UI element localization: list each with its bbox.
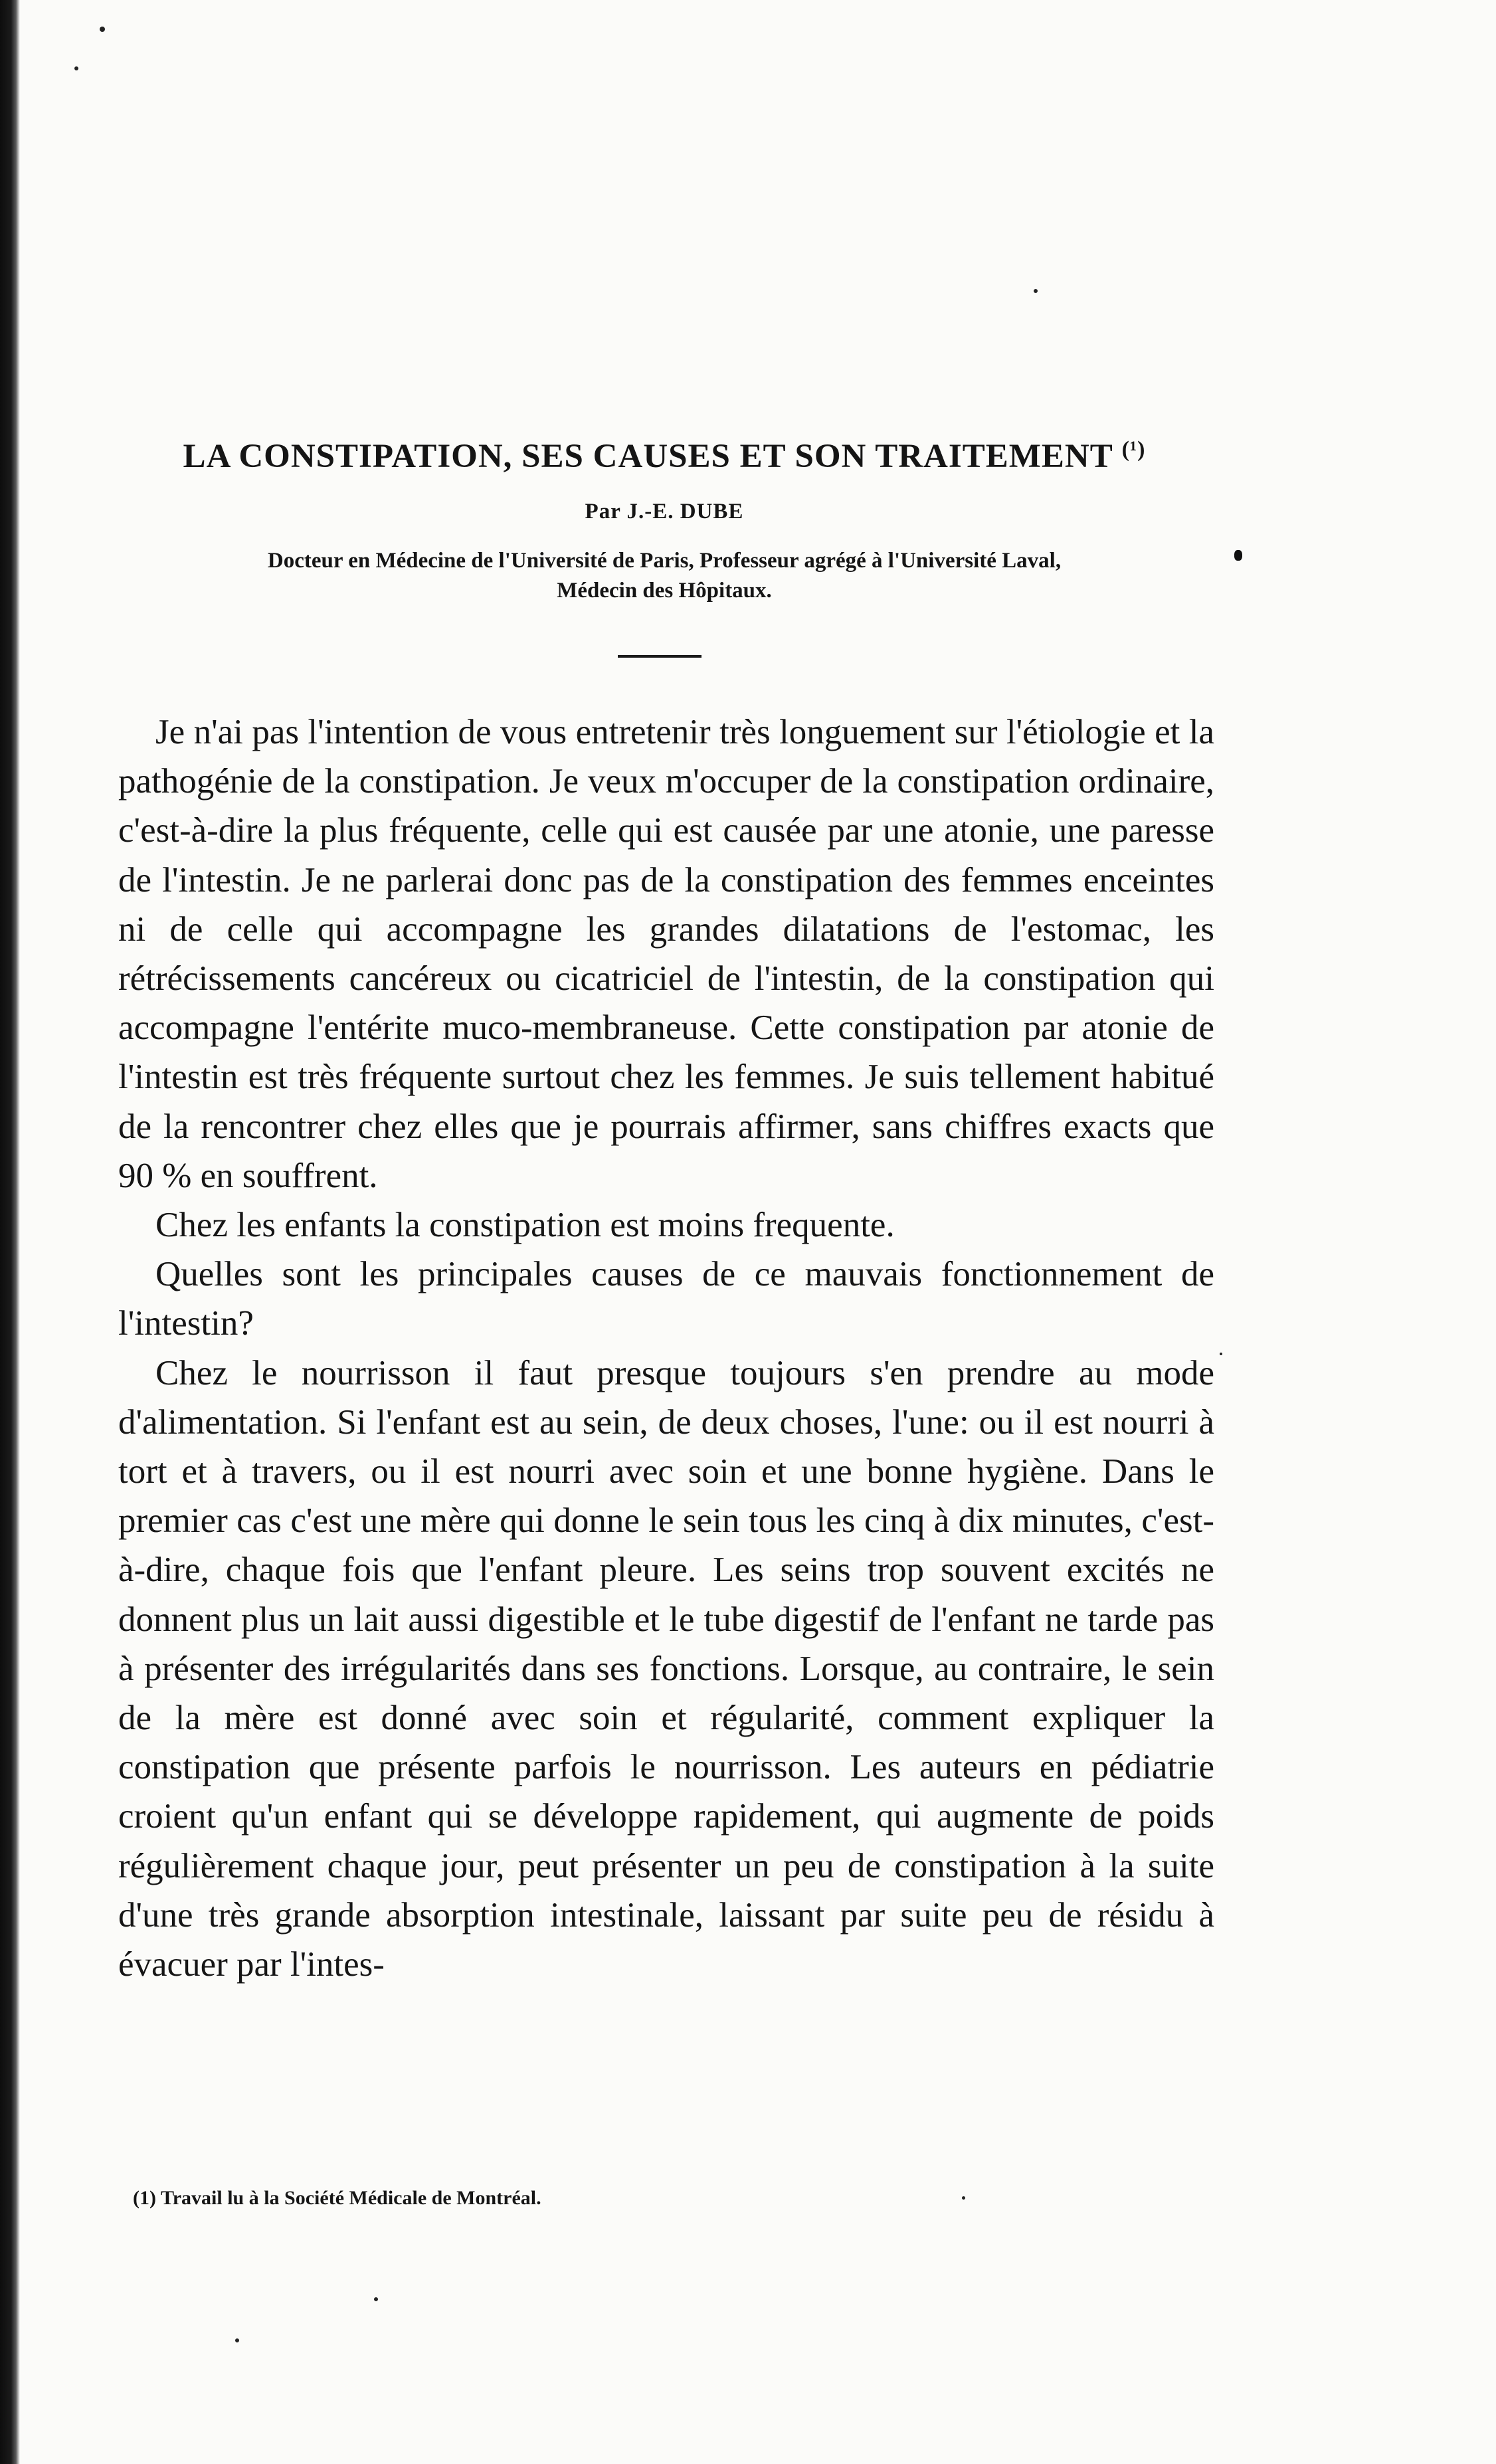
article-body: [118, 708, 1214, 1989]
affiliation-line: Docteur en Médecine de l'Université de Paris, Professeur agrégé à l'Université Laval,: [267, 549, 1062, 573]
title-footnote-mark: (¹): [1121, 437, 1146, 462]
scan-speck: [235, 2338, 239, 2342]
body-paragraph: Je n'ai pas l'intention de vous entretenir très longuement sur l'étiologie et la pathogénie de la constipation. Je veux m'occuper de la constipation ordinaire, c'est-à-dire la plus fréquente, celle qui est causée par une atonie, une paresse de l'intestin. Je ne parlerai donc pas de la constipation des femmes enceintes ni de celle qui accompagne les grandes dilatations de l'estomac, les rétrécissements cancéreux ou cicatriciel de l'intestin, de la constipation qui accompagne l'entérite muco-membraneuse. Cette constipation par atonie de l'intestin est très fréquente surtout chez les femmes. Je suis tellement habitué de la rencontrer chez elles que je pourrais affirmer, sans chiffres exacts que 90 % en souffrent.: [118, 713, 1214, 1195]
scan-speck: [962, 2196, 965, 2200]
article-title-text: LA CONSTIPATION, SES CAUSES ET SON TRAITEMENT: [183, 438, 1113, 475]
scan-speck: [100, 27, 105, 32]
scan-speck: [374, 2297, 378, 2301]
margin-mark: [1234, 550, 1242, 561]
page-binding-shadow: [0, 0, 20, 2464]
title-separator-rule: [618, 655, 701, 658]
body-paragraph: Chez les enfants la constipation est moins frequente.: [155, 1206, 895, 1245]
scan-speck: [74, 66, 78, 70]
body-paragraph: Quelles sont les principales causes de ce mauvais fonctionnement de l'intestin?: [118, 1255, 1214, 1343]
scan-speck: [1034, 289, 1038, 293]
article-author: Par J.-E. DUBE: [585, 500, 744, 523]
footnote: (1) Travail lu à la Société Médicale de Montréal.: [133, 2187, 541, 2209]
article-title: [106, 437, 1222, 476]
body-paragraph: Chez le nourrisson il faut presque toujours s'en prendre au mode d'alimentation. Si l'enfant est au sein, de deux choses, l'une: ou il est nourri à tort et à travers, ou il est nourri avec soin et une bonne hygiène. Dans le premier cas c'est une mère qui donne le sein tous les cinq à dix minutes, c'est-à-dire, chaque fois que l'enfant pleure. Les seins trop souvent excités ne donnent plus un lait aussi digestible et le tube digestif de l'enfant ne tarde pas à présenter des irrégularités dans ses fonctions. Lorsque, au contraire, le sein de la mère est donné avec soin et régularité, comment expliquer la constipation que présente parfois le nourrisson. Les auteurs en pédiatrie croient qu'un enfant qui se développe rapidement, qui augmente de poids régulièrement chaque jour, peut présenter un peu de constipation à la suite d'une très grande absorption intestinale, laissant par suite peu de résidu à évacuer par l'intes-: [118, 1353, 1214, 1984]
scan-speck: [1220, 1353, 1222, 1355]
author-affiliation: [106, 546, 1222, 606]
affiliation-line: Médecin des Hôpitaux.: [557, 579, 772, 603]
